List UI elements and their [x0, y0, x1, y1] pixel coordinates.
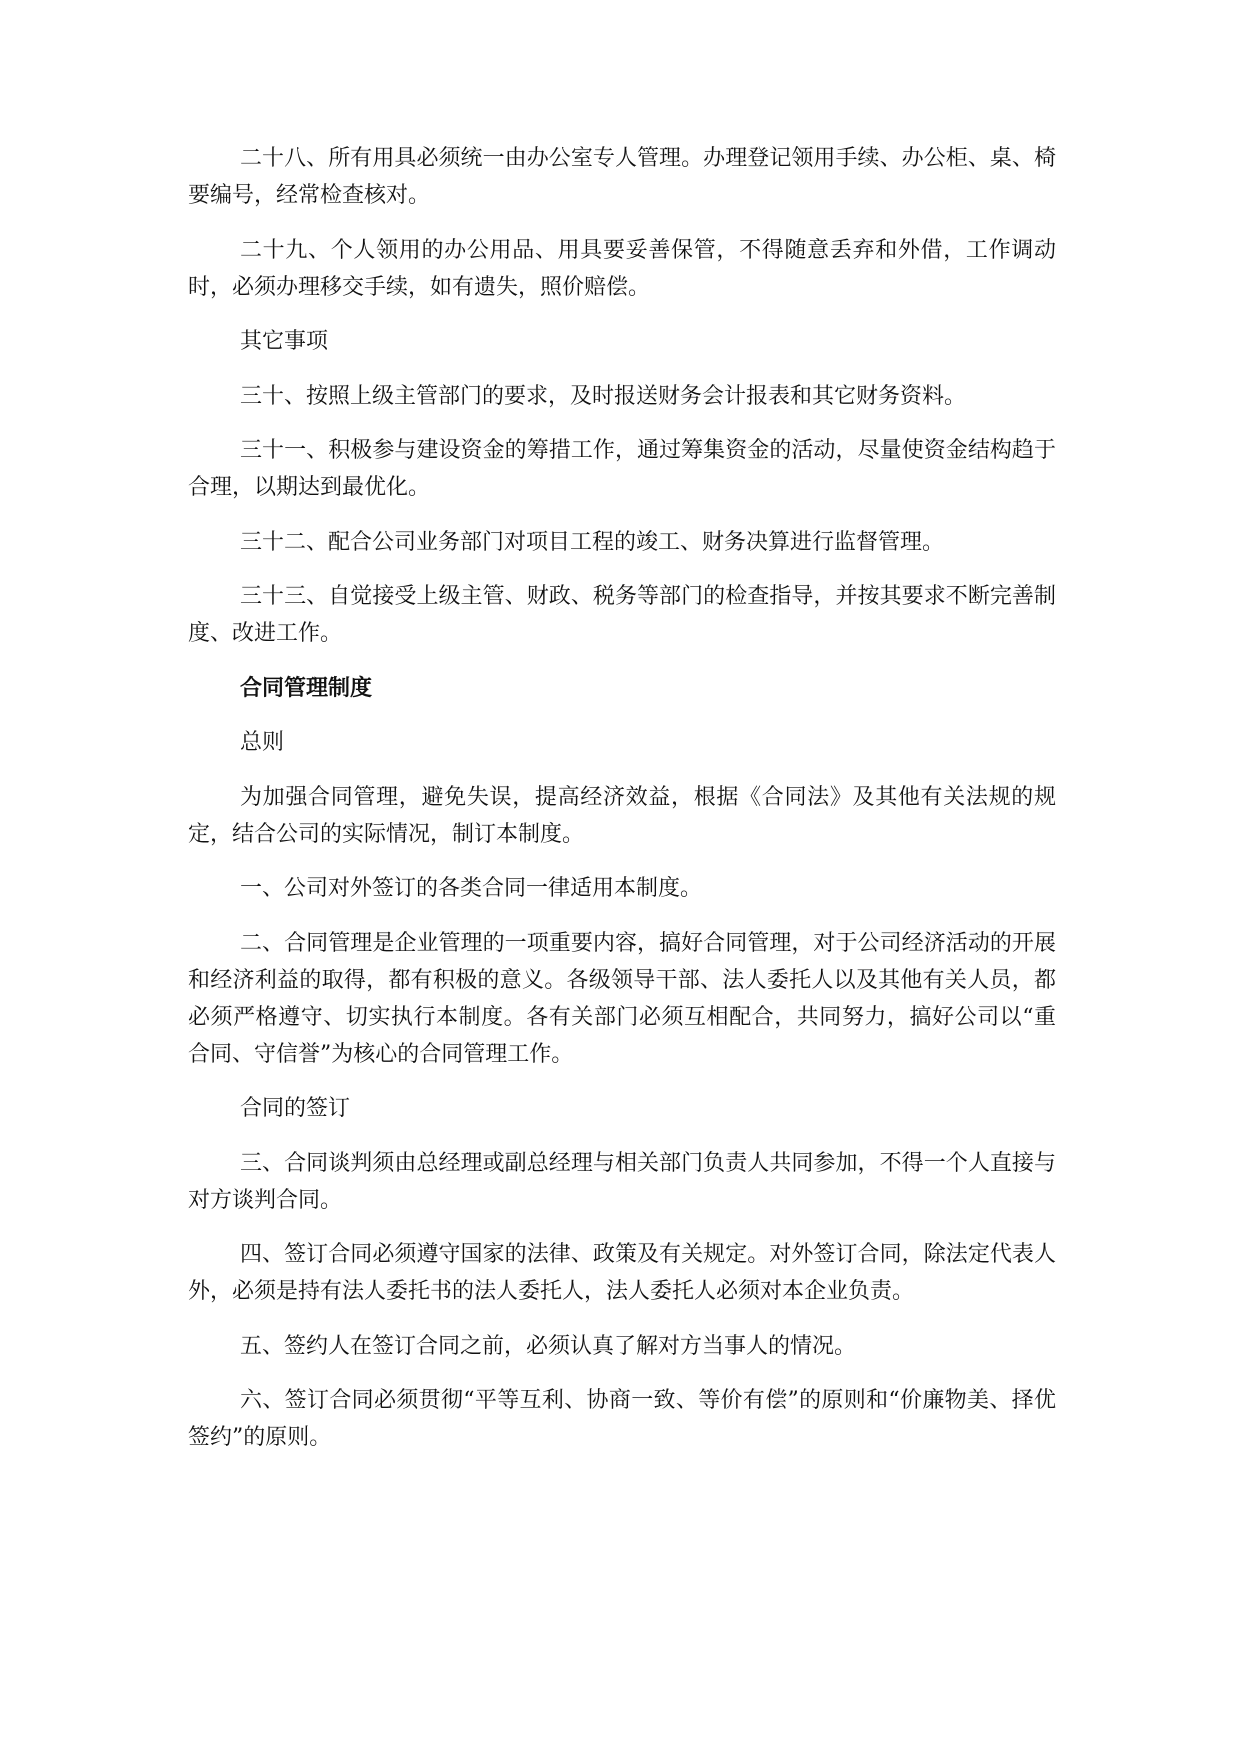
- section-label-general-provisions: 总则: [240, 730, 285, 755]
- document-body: [188, 140, 1056, 1474]
- section-label-other-matters: 其它事项: [240, 329, 329, 354]
- paragraph-1: 一、公司对外签订的各类合同一律适用本制度。: [240, 876, 703, 901]
- section-label-contract-signing: 合同的签订: [240, 1096, 351, 1121]
- paragraph-preamble: 为加强合同管理，避免失误，提高经济效益，根据《合同法》及其他有关法规的规定，结合公司的实际情况，制订本制度。: [188, 784, 1056, 847]
- paragraph-4: 四、签订合同必须遵守国家的法律、政策及有关规定。对外签订合同，除法定代表人外，必须是持有法人委托书的法人委托人，法人委托人必须对本企业负责。: [188, 1242, 1056, 1304]
- paragraph-30: 三十、按照上级主管部门的要求，及时报送财务会计报表和其它财务资料。: [240, 383, 967, 409]
- paragraph-2: 二、合同管理是企业管理的一项重要内容，搞好合同管理，对于公司经济活动的开展和经济利益的取得，都有积极的意义。各级领导干部、法人委托人以及其他有关人员，都必须严格遵守、切实执行本制度。各有关部门必须互相配合，共同努力，搞好公司以“重合同、守信誉”为核心的合同管理工作。: [188, 930, 1056, 1067]
- section-heading-contract-management: 合同管理制度: [240, 675, 373, 701]
- paragraph-32: 三十二、配合公司业务部门对项目工程的竣工、财务决算进行监督管理。: [240, 529, 945, 555]
- paragraph-6: 六、签订合同必须贯彻“平等互利、协商一致、等价有偿”的原则和“价廉物美、择优签约”的原则。: [188, 1388, 1056, 1450]
- paragraph-5: 五、签约人在签订合同之前，必须认真了解对方当事人的情况。: [240, 1333, 857, 1359]
- paragraph-33: 三十三、自觉接受上级主管、财政、税务等部门的检查指导，并按其要求不断完善制度、改进工作。: [188, 584, 1056, 646]
- paragraph-29: 二十九、个人领用的办公用品、用具要妥善保管，不得随意丢弃和外借，工作调动时，必须办理移交手续，如有遗失，照价赔偿。: [188, 237, 1056, 300]
- paragraph-28: 二十八、所有用具必须统一由办公室专人管理。办理登记领用手续、办公柜、桌、椅要编号，经常检查核对。: [188, 146, 1056, 208]
- paragraph-3: 三、合同谈判须由总经理或副总经理与相关部门负责人共同参加，不得一个人直接与对方谈判合同。: [188, 1150, 1056, 1213]
- paragraph-31: 三十一、积极参与建设资金的筹措工作，通过筹集资金的活动，尽量使资金结构趋于合理，以期达到最优化。: [188, 438, 1056, 500]
